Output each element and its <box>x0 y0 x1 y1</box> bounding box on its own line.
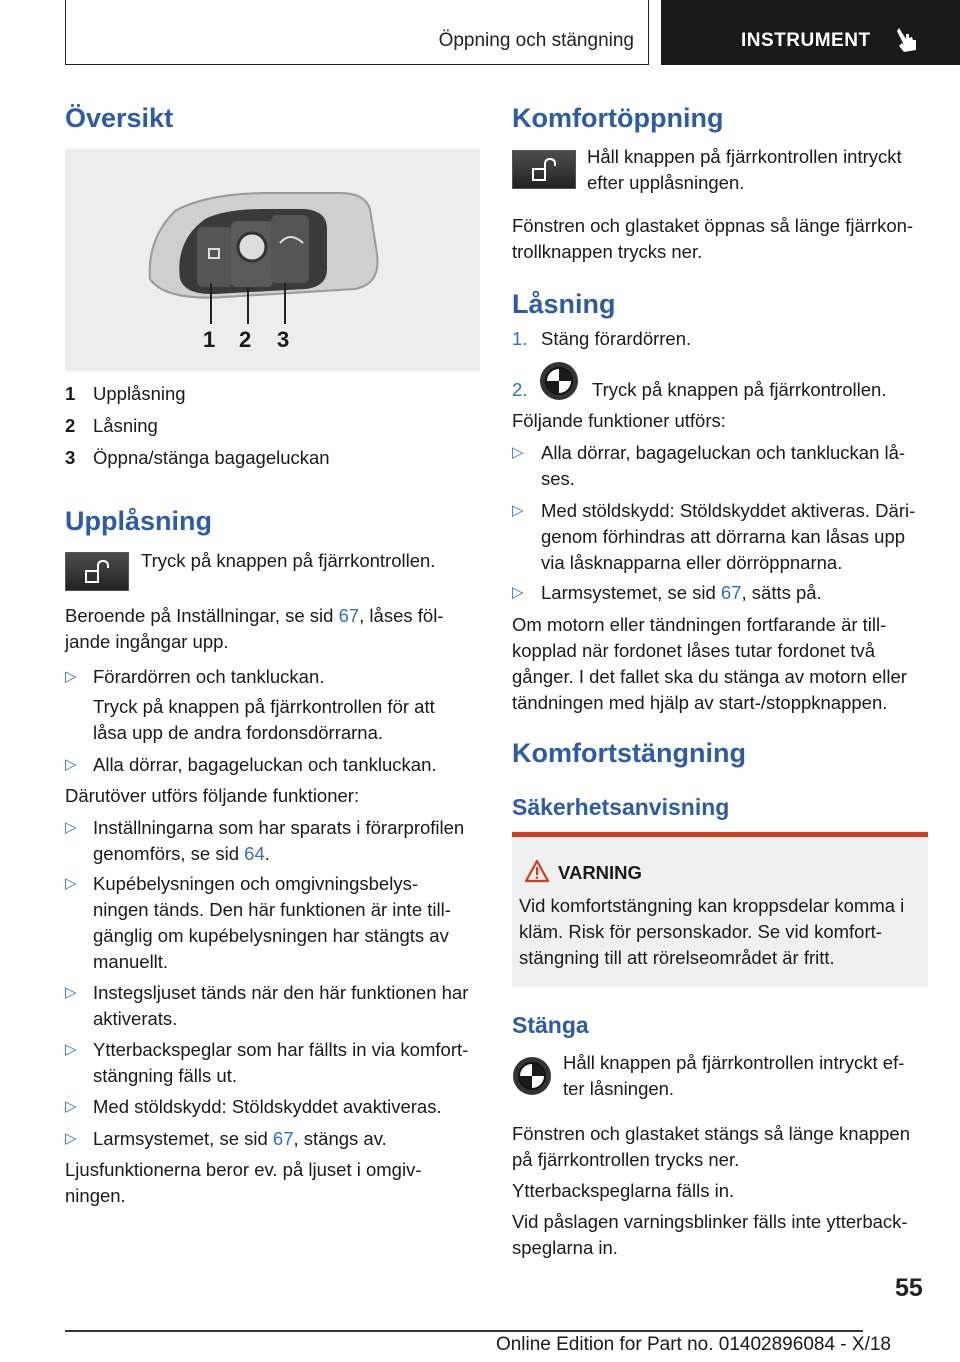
bullet-text: gänglig om kupébelysningen har stängts av <box>93 925 449 946</box>
text-line: kläm. Risk för personskador. Se vid komfort- <box>519 921 882 942</box>
callout-1: 1 <box>203 327 216 352</box>
list-item <box>512 580 928 606</box>
list-item <box>65 752 480 778</box>
legend-number: 1 <box>65 383 76 404</box>
comfort-close-heading: Komfortstängning <box>512 738 746 768</box>
comfort-open-text <box>587 144 932 196</box>
bullet-text: aktiverats. <box>93 1008 178 1029</box>
text-line: Vid komfortstängning kan kroppsdelar komma i <box>519 895 905 916</box>
text-line: kopplad när fordonet låses tutar fordonet två <box>512 640 876 661</box>
legend-text: Öppna/stänga bagageluckan <box>93 447 330 468</box>
bullet-text: Kupébelysningen och omgivningsbelys- <box>93 873 418 894</box>
page-link[interactable]: 64 <box>244 843 265 864</box>
triangle-bullet-icon: ▷ <box>65 668 77 685</box>
bullet-subtext <box>93 694 483 746</box>
page-link[interactable]: 67 <box>338 605 360 626</box>
text-line: trollknappen trycks ner. <box>512 241 703 262</box>
step-item <box>512 326 928 352</box>
light-note <box>65 1157 480 1209</box>
text-line: speglarna in. <box>512 1237 618 1258</box>
warning-box <box>512 832 928 987</box>
triangle-bullet-icon: ▷ <box>65 984 77 1001</box>
bullet-text: Inställningarna som har sparats i förarprofilen <box>93 817 465 838</box>
triangle-bullet-icon: ▷ <box>65 1098 77 1115</box>
text-line: Håll knappen på fjärrkontrollen intryckt ef- <box>563 1052 905 1073</box>
triangle-bullet-icon: ▷ <box>512 444 524 461</box>
remote-key-image <box>65 149 480 371</box>
list-item <box>512 440 928 492</box>
list-item <box>65 815 480 867</box>
bullet-text: Med stöldskydd: Stöldskyddet aktiveras. Däri- <box>541 500 916 521</box>
functions-intro: Därutöver utförs följande funktioner: <box>65 785 360 806</box>
list-item <box>65 980 490 1032</box>
legend-text: Låsning <box>93 415 158 436</box>
triangle-bullet-icon: ▷ <box>65 756 77 773</box>
bmw-button-icon <box>539 361 579 401</box>
text-line: efter upplåsningen. <box>587 172 745 193</box>
bmw-button-icon <box>512 1056 552 1096</box>
bullet-text: , sätts på. <box>741 582 822 603</box>
text-line: stängning till att rörelseområdet är fritt. <box>519 947 835 968</box>
header-section-tab <box>65 0 649 65</box>
hazard-note <box>512 1209 932 1261</box>
bullet-text: ses. <box>541 468 575 489</box>
list-item <box>65 871 480 975</box>
legend-item <box>65 413 480 439</box>
triangle-bullet-icon: ▷ <box>65 1041 77 1058</box>
warning-triangle-icon <box>524 859 550 883</box>
bullet-text: Med stöldskydd: Stöldskyddet avaktiveras. <box>93 1096 442 1117</box>
text-line: ter låsningen. <box>563 1078 675 1099</box>
bullet-text: Förardörren och tankluckan. <box>93 666 325 687</box>
warning-text <box>519 893 927 971</box>
safety-heading: Säkerhetsanvisning <box>512 794 730 820</box>
performed-intro: Följande funktioner utförs: <box>512 410 726 431</box>
bullet-text: manuellt. <box>93 951 169 972</box>
bullet-text: Alla dörrar, bagageluckan och tankluckan lå- <box>541 442 906 463</box>
legend-item <box>65 381 480 407</box>
legend-number: 3 <box>65 447 76 468</box>
footer-edition: Online Edition for Part no. 01402896084 - X/18 <box>495 1334 891 1355</box>
text-line: Om motorn eller tändningen fortfarande är till- <box>512 614 887 635</box>
footer-divider <box>65 1330 863 1332</box>
overview-heading: Översikt <box>65 103 174 133</box>
depends-text-c: jande ingångar upp. <box>65 631 229 652</box>
comfort-open-note <box>512 213 932 265</box>
close-text <box>563 1050 933 1102</box>
list-item <box>65 1037 490 1089</box>
unlock-button-icon <box>512 150 576 189</box>
triangle-bullet-icon: ▷ <box>512 502 524 519</box>
depends-text-b: , låses föl- <box>359 605 444 626</box>
text-line: Vid påslagen varningsblinker fälls inte ytterback- <box>512 1211 908 1232</box>
triangle-bullet-icon: ▷ <box>65 875 77 892</box>
legend-number: 2 <box>65 415 76 436</box>
mirror-note: Ytterbackspeglarna fälls in. <box>512 1180 735 1201</box>
text-line: Fönstren och glastaket stängs så länge knappen <box>512 1123 911 1144</box>
bullet-text: . <box>264 843 270 864</box>
subtext-line: låsa upp de andra fordonsdörrarna. <box>93 722 384 743</box>
page-number: 55 <box>895 1274 923 1302</box>
depends-text-a: Beroende på Inställningar, se sid <box>65 605 339 626</box>
step-number: 2. <box>512 379 528 400</box>
bullet-text: stängning fälls ut. <box>93 1065 237 1086</box>
bullet-text: Alla dörrar, bagageluckan och tankluckan. <box>93 754 437 775</box>
bullet-text: Larmsystemet, se sid <box>93 1128 273 1149</box>
subtext-line: Tryck på knappen på fjärrkontrollen för att <box>93 696 435 717</box>
depends-text <box>65 603 480 655</box>
text-line: Fönstren och glastaket öppnas så länge fjärrkon- <box>512 215 914 236</box>
warning-label: VARNING <box>558 862 642 883</box>
note-line: Ljusfunktionerna beror ev. på ljuset i omgiv- <box>65 1159 422 1180</box>
step-text: Stäng förardörren. <box>541 328 692 349</box>
list-item <box>65 1126 480 1152</box>
text-line: på fjärrkontrollen trycks ner. <box>512 1149 740 1170</box>
header-chapter-tab <box>661 0 960 65</box>
step-number: 1. <box>512 328 528 349</box>
pointing-hand-icon <box>895 26 919 54</box>
bullet-text: Ytterbackspeglar som har fällts in via komfort- <box>93 1039 469 1060</box>
text-line: tändningen med hjälp av start-/stoppknappen. <box>512 692 888 713</box>
motor-note <box>512 612 932 716</box>
remote-key-illustration <box>65 149 480 371</box>
unlock-button-icon <box>65 552 129 591</box>
comfort-open-heading: Komfortöppning <box>512 103 724 133</box>
page-link[interactable]: 67 <box>720 582 742 603</box>
unlock-heading: Upplåsning <box>65 506 212 536</box>
bullet-text: genom förhindras att dörrarna kan låsas upp <box>541 526 906 547</box>
text-line: Håll knappen på fjärrkontrollen intryckt <box>587 146 902 167</box>
triangle-bullet-icon: ▷ <box>65 1130 77 1147</box>
legend-item <box>65 445 480 471</box>
header-section-title: Öppning och stängning <box>438 30 634 51</box>
callout-2: 2 <box>239 327 252 352</box>
triangle-bullet-icon: ▷ <box>65 819 77 836</box>
callout-3: 3 <box>277 327 290 352</box>
lock-heading: Låsning <box>512 289 616 319</box>
bullet-text: genomförs, se sid <box>93 843 245 864</box>
close-heading: Stänga <box>512 1012 589 1038</box>
header-chapter-title: INSTRUMENT <box>741 30 871 51</box>
list-item <box>512 498 932 576</box>
bullet-text: Larmsystemet, se sid <box>541 582 721 603</box>
text-line: gånger. I det fallet ska du stänga av motorn eller <box>512 666 907 687</box>
bullet-text: Instegsljuset tänds när den här funktionen har <box>93 982 469 1003</box>
page-link[interactable]: 67 <box>272 1128 294 1149</box>
list-item <box>65 664 480 690</box>
bullet-text: via låsknapparna eller dörröppnarna. <box>541 552 843 573</box>
close-note <box>512 1121 932 1173</box>
note-line: ningen. <box>65 1185 126 1206</box>
unlock-text: Tryck på knappen på fjärrkontrollen. <box>141 550 436 571</box>
triangle-bullet-icon: ▷ <box>512 584 524 601</box>
step-text: Tryck på knappen på fjärrkontrollen. <box>592 379 887 400</box>
bullet-text: , stängs av. <box>293 1128 387 1149</box>
bullet-text: ningen tänds. Den här funktionen är inte till- <box>93 899 451 920</box>
legend-text: Upplåsning <box>93 383 186 404</box>
list-item <box>65 1094 480 1120</box>
